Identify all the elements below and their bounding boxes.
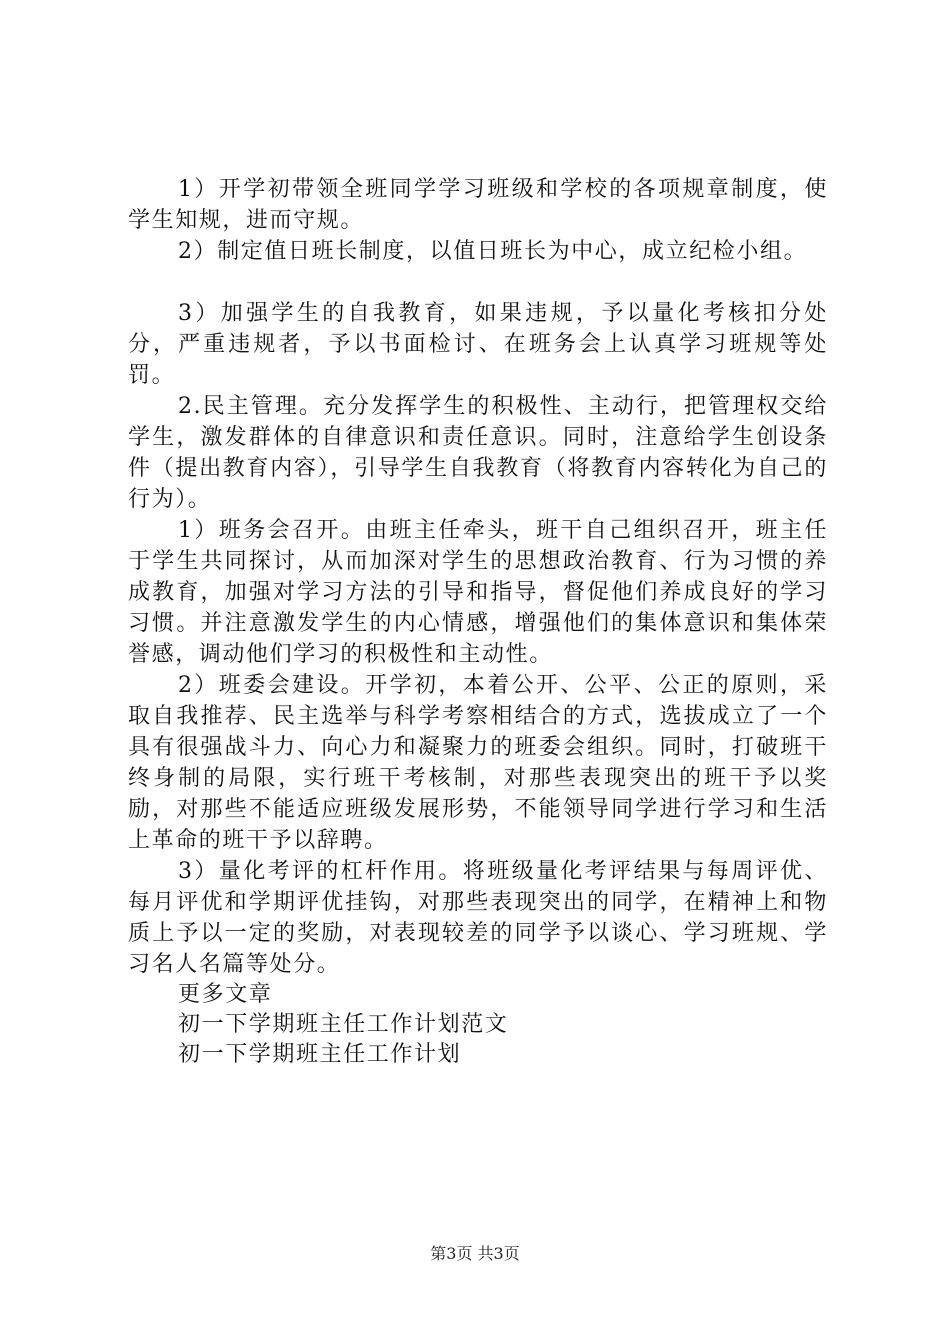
article-link[interactable]: 初一下学期班主任工作计划范文: [178, 1012, 509, 1037]
paragraph: 3）加强学生的自我教育，如果违规，予以量化考核扣分处分，严重违规者，予以书面检讨、在班务会上认真学习班规等处罚。: [128, 301, 828, 388]
more-articles-heading: 更多文章: [178, 982, 273, 1007]
paragraph: 3）量化考评的杠杆作用。将班级量化考评结果与每周评优、每月评优和学期评优挂钩，对那些表现突出的同学，在精神上和物质上予以一定的奖励，对表现较差的同学予以谈心、学习班规、学习名人名篇等处分。: [128, 859, 828, 977]
article-link[interactable]: 初一下学期班主任工作计划: [178, 1042, 462, 1067]
paragraph: 1）班务会召开。由班主任牵头，班干自己组织召开，班主任于学生共同探讨，从而加深对学生的思想政治教育、行为习惯的养成教育，加强对学习方法的引导和指导，督促他们养成良好的学习习惯。并注意激发学生的内心情感，增强他们的集体意识和集体荣誉感，调动他们学习的积极性和主动性。: [128, 518, 828, 667]
paragraph: 2）制定值日班长制度，以值日班长为中心，成立纪检小组。: [178, 239, 808, 264]
page-number: 第3页 共3页: [430, 1244, 520, 1263]
paragraph: 2.民主管理。充分发挥学生的积极性、主动行，把管理权交给学生，激发群体的自律意识和责任意识。同时，注意给学生创设条件（提出教育内容），引导学生自我教育（将教育内容转化为自己的行为）。: [128, 394, 828, 512]
paragraph: 1）开学初带领全班同学学习班级和学校的各项规章制度，使学生知规，进而守规。: [128, 177, 828, 233]
document-body: [128, 174, 828, 1070]
paragraph: 2）班委会建设。开学初，本着公开、公平、公正的原则，采取自我推荐、民主选举与科学考察相结合的方式，选拔成立了一个具有很强战斗力、向心力和凝聚力的班委会组织。同时，打破班干终身制的局限，实行班干考核制，对那些表现突出的班干予以奖励，对那些不能适应班级发展形势，不能领导同学进行学习和生活上革命的班干予以辞聘。: [128, 673, 828, 853]
